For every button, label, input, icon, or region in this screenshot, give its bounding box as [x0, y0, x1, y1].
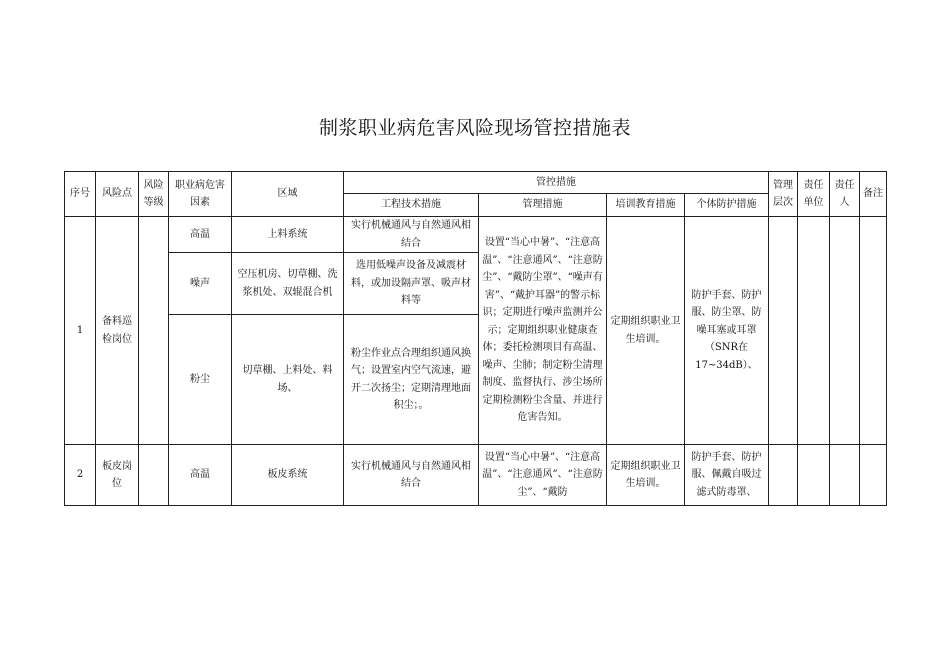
row-risk-level	[139, 217, 169, 445]
row-seq: 2	[65, 445, 96, 506]
row-engineering: 实行机械通风与自然通风相结合	[344, 217, 479, 253]
row-hazard: 高温	[169, 445, 232, 506]
header-control-measures: 管控措施	[344, 172, 769, 194]
row-hazard: 噪声	[169, 253, 232, 315]
row-hazard: 粉尘	[169, 315, 232, 445]
row-control-level	[769, 217, 798, 445]
document-title: 制浆职业病危害风险现场管控措施表	[318, 117, 631, 139]
row-engineering: 实行机械通风与自然通风相结合	[344, 445, 479, 506]
row-management: 设置“当心中暑”、“注意高温”、“注意通风”、“注意防尘”、“戴防	[479, 445, 607, 506]
header-engineering: 工程技术措施	[344, 194, 479, 217]
row-remarks	[860, 445, 887, 506]
header-risk-point: 风险点	[96, 172, 139, 217]
table-row	[65, 445, 887, 506]
row-personal-protection: 防护手套、防护服、防尘罩、防噪耳塞或耳罩（SNR在17~34dB）、	[685, 217, 769, 445]
row-responsible-unit	[798, 445, 830, 506]
header-control-level: 管理层次	[769, 172, 798, 217]
row-personal-protection: 防护手套、防护服、佩戴自吸过滤式防毒罩、	[685, 445, 769, 506]
row-seq: 1	[65, 217, 96, 445]
row-responsible-person	[830, 217, 860, 445]
row-responsible-person	[830, 445, 860, 506]
row-area: 板皮系统	[232, 445, 344, 506]
header-responsible-person: 责任人	[830, 172, 860, 217]
table-row	[65, 217, 887, 253]
row-responsible-unit	[798, 217, 830, 445]
row-training: 定期组织职业卫生培训。	[607, 217, 685, 445]
row-remarks	[860, 217, 887, 445]
header-training: 培训教育措施	[607, 194, 685, 217]
risk-control-table	[64, 171, 887, 506]
row-training: 定期组织职业卫生培训。	[607, 445, 685, 506]
header-hazard-factor: 职业病危害因素	[169, 172, 232, 217]
row-area: 上料系统	[232, 217, 344, 253]
header-seq: 序号	[65, 172, 96, 217]
row-management: 设置“当心中暑”、“注意高温”、“注意通风”、“注意防尘”、“戴防尘罩”、“噪声有害”、“戴护耳器”的警示标识；定期进行噪声监测并公示；定期组织职业健康查体；委托检测项目有高温、噪声、尘肺；制定粉尘清理制度、监督执行、涉尘场所定期检测粉尘含量、并进行危害告知。	[479, 217, 607, 445]
row-area: 空压机房、切草棚、洗浆机处、双辊混合机	[232, 253, 344, 315]
header-risk-level: 风险等级	[139, 172, 169, 217]
header-responsible-unit: 责任单位	[798, 172, 830, 217]
row-engineering: 粉尘作业点合理组织通风换气；设置室内空气流速，避开二次扬尘；定期清理地面积尘；。	[344, 315, 479, 445]
header-management: 管理措施	[479, 194, 607, 217]
header-personal-protection: 个体防护措施	[685, 194, 769, 217]
row-risk-point: 备料巡检岗位	[96, 217, 139, 445]
row-risk-point: 板皮岗位	[96, 445, 139, 506]
row-area: 切草棚、上料处、料场、	[232, 315, 344, 445]
header-area: 区域	[232, 172, 344, 217]
row-hazard: 高温	[169, 217, 232, 253]
row-risk-level	[139, 445, 169, 506]
header-remarks: 备注	[860, 172, 887, 217]
row-engineering: 选用低噪声设备及减震材料，或加设隔声罩、吸声材料等	[344, 253, 479, 315]
row-control-level	[769, 445, 798, 506]
